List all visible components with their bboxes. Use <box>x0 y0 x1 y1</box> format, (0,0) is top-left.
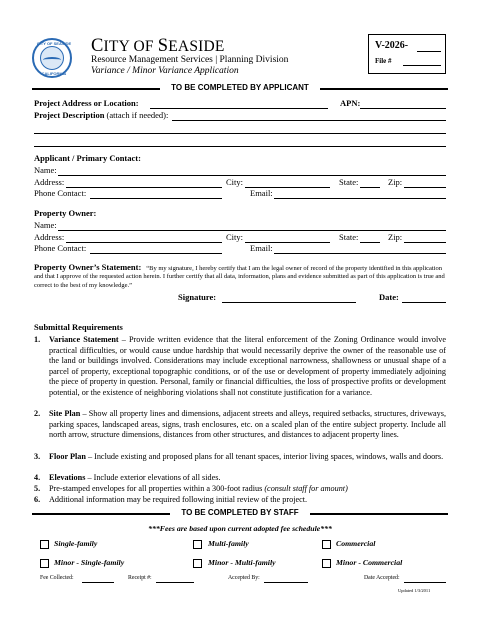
project-address-field[interactable] <box>150 108 328 109</box>
minor-multi-family-checkbox[interactable] <box>193 559 202 568</box>
accepted-by-label: Accepted By: <box>228 575 260 581</box>
file-number-field[interactable] <box>403 65 441 66</box>
updated-label: Updated 1/3/2011 <box>398 588 431 593</box>
primary-zip-field[interactable] <box>404 187 446 188</box>
file-number-label: File # <box>375 57 392 65</box>
primary-city-label: City: <box>226 177 244 187</box>
requirement-item: 1. Variance Statement – Provide written evidence that the literal enforcement of the Zoning Ordinance would involve practical difficulties, or would cause undue hardship that would necessarily deprive the owner of the reasonable use of the land or buildings involved. Considerations may include exceptional narrowness, shallowness or unusual shape of a parcel of property, exceptional topographic conditions, or of the use or development of property immediately adjoining the piece of property in question. Personal, family or financial difficulties, the loss of prospective profits or development potential, or the existence of neighboring violations shall not constitute justification for a variance. <box>34 335 447 397</box>
accepted-by-field[interactable] <box>264 582 308 583</box>
staff-section-title: TO BE COMPLETED BY STAFF <box>181 508 299 517</box>
requirement-item: 5. Pre-stamped envelopes for all properties within a 300-foot radius (consult staff for amount) <box>34 484 348 493</box>
date-accepted-label: Date Accepted: <box>364 575 400 581</box>
seal-top-text: CITY OF SEASIDE <box>36 41 72 46</box>
owner-city-label: City: <box>226 232 244 242</box>
commercial-checkbox[interactable] <box>322 540 331 549</box>
date-label: Date: <box>379 292 399 302</box>
primary-address-field[interactable] <box>66 187 222 188</box>
signature-label: Signature: <box>178 292 217 302</box>
requirement-item: 2. Site Plan – Show all property lines and dimensions, adjacent streets and alleys, required setbacks, structures, driveways, parking spaces, landscaped areas, signs, trash enclosures, etc. on a scaled plan of the entire subject property. Include all north arrow, structure dimensions, distances from other structures, and distances to adjacent property lines. <box>34 409 446 440</box>
owner-state-label: State: <box>339 232 359 242</box>
minor-multi-family-label: Minor - Multi-family <box>208 558 276 567</box>
project-description-line-3[interactable] <box>34 146 446 147</box>
receipt-field[interactable] <box>156 582 194 583</box>
primary-phone-label: Phone Contact: <box>34 188 87 198</box>
project-description-label: Project Description (attach if needed): <box>34 110 169 120</box>
fee-collected-label: Fee Collected: <box>40 575 74 581</box>
date-accepted-field[interactable] <box>404 582 446 583</box>
applicant-section-title: TO BE COMPLETED BY APPLICANT <box>171 83 309 92</box>
owner-name-field[interactable] <box>58 230 446 231</box>
owner-name-label: Name: <box>34 220 57 230</box>
multi-family-label: Multi-family <box>208 539 249 548</box>
owner-address-label: Address: <box>34 232 65 242</box>
requirement-item: 3. Floor Plan – Include existing and proposed plans for all tenant spaces, interior living spaces, windows, walls and doors. <box>34 452 444 461</box>
submittal-heading: Submittal Requirements <box>34 322 123 332</box>
project-description-field[interactable] <box>172 120 446 121</box>
owner-phone-field[interactable] <box>90 253 222 254</box>
owner-phone-label: Phone Contact: <box>34 243 87 253</box>
multi-family-checkbox[interactable] <box>193 540 202 549</box>
city-seal-logo <box>32 38 72 78</box>
date-field[interactable] <box>402 302 446 303</box>
owner-email-label: Email: <box>250 243 273 253</box>
commercial-label: Commercial <box>336 539 376 548</box>
owner-address-field[interactable] <box>66 242 222 243</box>
primary-state-label: State: <box>339 177 359 187</box>
primary-state-field[interactable] <box>360 187 380 188</box>
apn-field[interactable] <box>360 108 446 109</box>
case-number-field[interactable] <box>417 51 441 52</box>
section-divider-right <box>320 88 448 90</box>
minor-single-family-checkbox[interactable] <box>40 559 49 568</box>
project-address-label: Project Address or Location: <box>34 98 139 108</box>
minor-single-family-label: Minor - Single-family <box>54 558 125 567</box>
primary-address-label: Address: <box>34 177 65 187</box>
property-owner-heading: Property Owner: <box>34 208 97 218</box>
primary-name-label: Name: <box>34 165 57 175</box>
owner-zip-field[interactable] <box>404 242 446 243</box>
section-divider-left <box>32 88 160 90</box>
primary-name-field[interactable] <box>58 175 446 176</box>
signature-field[interactable] <box>222 302 356 303</box>
single-family-label: Single-family <box>54 539 98 548</box>
minor-commercial-label: Minor - Commercial <box>336 558 403 567</box>
seal-bottom-text: CALIFORNIA <box>41 71 67 76</box>
primary-email-label: Email: <box>250 188 273 198</box>
owner-statement: Property Owner’s Statement: “By my signature, I hereby certify that I am the legal owner of record of the property identified in this application and that I approve of the requested action herein. I further certify that all data, information, plans and evidence submitted as part of this application is true and correct to the best of my knowledge.” <box>34 262 445 289</box>
primary-contact-heading: Applicant / Primary Contact: <box>34 153 141 163</box>
staff-divider-left <box>32 513 170 515</box>
fee-note: ***Fees are based upon current adopted fee schedule*** <box>148 524 332 533</box>
owner-zip-label: Zip: <box>388 232 403 242</box>
case-number-box <box>368 34 446 74</box>
case-number-label: V-2026- <box>375 40 409 51</box>
primary-email-field[interactable] <box>274 198 446 199</box>
primary-zip-label: Zip: <box>388 177 403 187</box>
requirement-item: 6. Additional information may be required following initial review of the project. <box>34 495 308 504</box>
seal-wave-icon <box>43 57 61 63</box>
department-name: Resource Management Services | Planning Division <box>91 55 289 65</box>
apn-label: APN: <box>340 98 361 108</box>
fee-collected-field[interactable] <box>82 582 114 583</box>
owner-email-field[interactable] <box>274 253 446 254</box>
staff-divider-right <box>310 513 448 515</box>
project-description-line-2[interactable] <box>34 133 446 134</box>
minor-commercial-checkbox[interactable] <box>322 559 331 568</box>
single-family-checkbox[interactable] <box>40 540 49 549</box>
requirement-item: 4. Elevations – Include exterior elevations of all sides. <box>34 473 221 482</box>
application-title: Variance / Minor Variance Application <box>91 66 239 76</box>
primary-phone-field[interactable] <box>90 198 222 199</box>
receipt-label: Receipt #: <box>128 575 152 581</box>
owner-state-field[interactable] <box>360 242 380 243</box>
city-name: CITY OF SEASIDE <box>91 36 225 56</box>
